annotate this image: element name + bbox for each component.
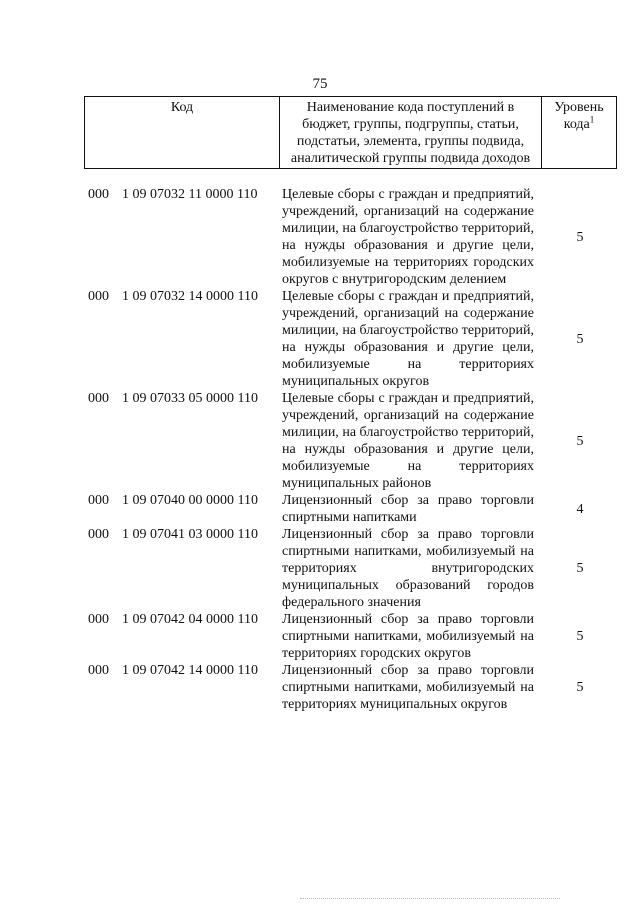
admin-code: 000 <box>88 289 109 304</box>
header-level-footnote: 1 <box>589 114 595 125</box>
admin-code: 000 <box>88 527 109 542</box>
income-code: 1 09 07042 04 0000 110 <box>122 612 258 627</box>
code-level: 5 <box>576 680 584 695</box>
header-name: Наименование кода поступлений в бюджет, группы, подгруппы, статьи, подстатьи, элемента, группы подвида, аналитической группы подвида доходов <box>280 97 542 169</box>
income-name: Лицензионный сбор за право торговли спиртными напитками, мобилизуемый на территориях внутригородских муниципальных образований городов федерального значения <box>282 527 534 610</box>
income-name: Лицензионный сбор за право торговли спиртными напитками, мобилизуемый на территориях городских округов <box>282 612 534 661</box>
code-level: 4 <box>576 501 584 517</box>
header-code: Код <box>85 97 280 169</box>
page-number: 75 <box>312 76 328 92</box>
header-level <box>542 97 617 169</box>
income-name: Целевые сборы с граждан и предприятий, учреждений, организаций на содержание милиции, на благоустройство территорий, на нужды образования и другие цели, мобилизуемые на территориях муниципальных районов <box>282 391 534 491</box>
table-row <box>0 611 640 662</box>
income-name: Целевые сборы с граждан и предприятий, учреждений, организаций на содержание милиции, на благоустройство территорий, на нужды образования и другие цели, мобилизуемые на территориях городских округов с внутригородским делением <box>282 187 534 287</box>
income-code: 1 09 07041 03 0000 110 <box>122 527 258 542</box>
code-rows <box>0 186 640 713</box>
code-level: 5 <box>576 433 584 449</box>
income-code: 1 09 07042 14 0000 110 <box>122 663 258 678</box>
income-name: Целевые сборы с граждан и предприятий, учреждений, организаций на содержание милиции, на благоустройство территорий, на нужды образования и другие цели, мобилизуемые на территориях муниципальных округов <box>282 289 534 389</box>
code-level: 5 <box>576 629 584 644</box>
scan-artifact-line <box>300 896 560 899</box>
income-code: 1 09 07032 11 0000 110 <box>122 187 258 202</box>
table-row <box>0 492 640 526</box>
code-level: 5 <box>576 561 584 576</box>
table-row <box>0 288 640 390</box>
admin-code: 000 <box>88 663 109 678</box>
income-name: Лицензионный сбор за право торговли спиртными напитками <box>282 493 534 525</box>
admin-code: 000 <box>88 187 109 202</box>
admin-code: 000 <box>88 391 109 406</box>
table-row <box>0 186 640 288</box>
code-level: 5 <box>576 229 584 245</box>
income-code: 1 09 07032 14 0000 110 <box>122 289 258 304</box>
admin-code: 000 <box>88 493 109 508</box>
income-code: 1 09 07033 05 0000 110 <box>122 391 258 406</box>
code-level: 5 <box>576 331 584 347</box>
header-level-label: Уровень кода <box>554 100 604 132</box>
table-header <box>84 96 617 169</box>
table-row <box>0 526 640 611</box>
admin-code: 000 <box>88 612 109 627</box>
income-name: Лицензионный сбор за право торговли спиртными напитками, мобилизуемый на территориях муниципальных округов <box>282 663 534 712</box>
table-row <box>0 390 640 492</box>
income-code: 1 09 07040 00 0000 110 <box>122 493 258 508</box>
table-row <box>0 662 640 713</box>
